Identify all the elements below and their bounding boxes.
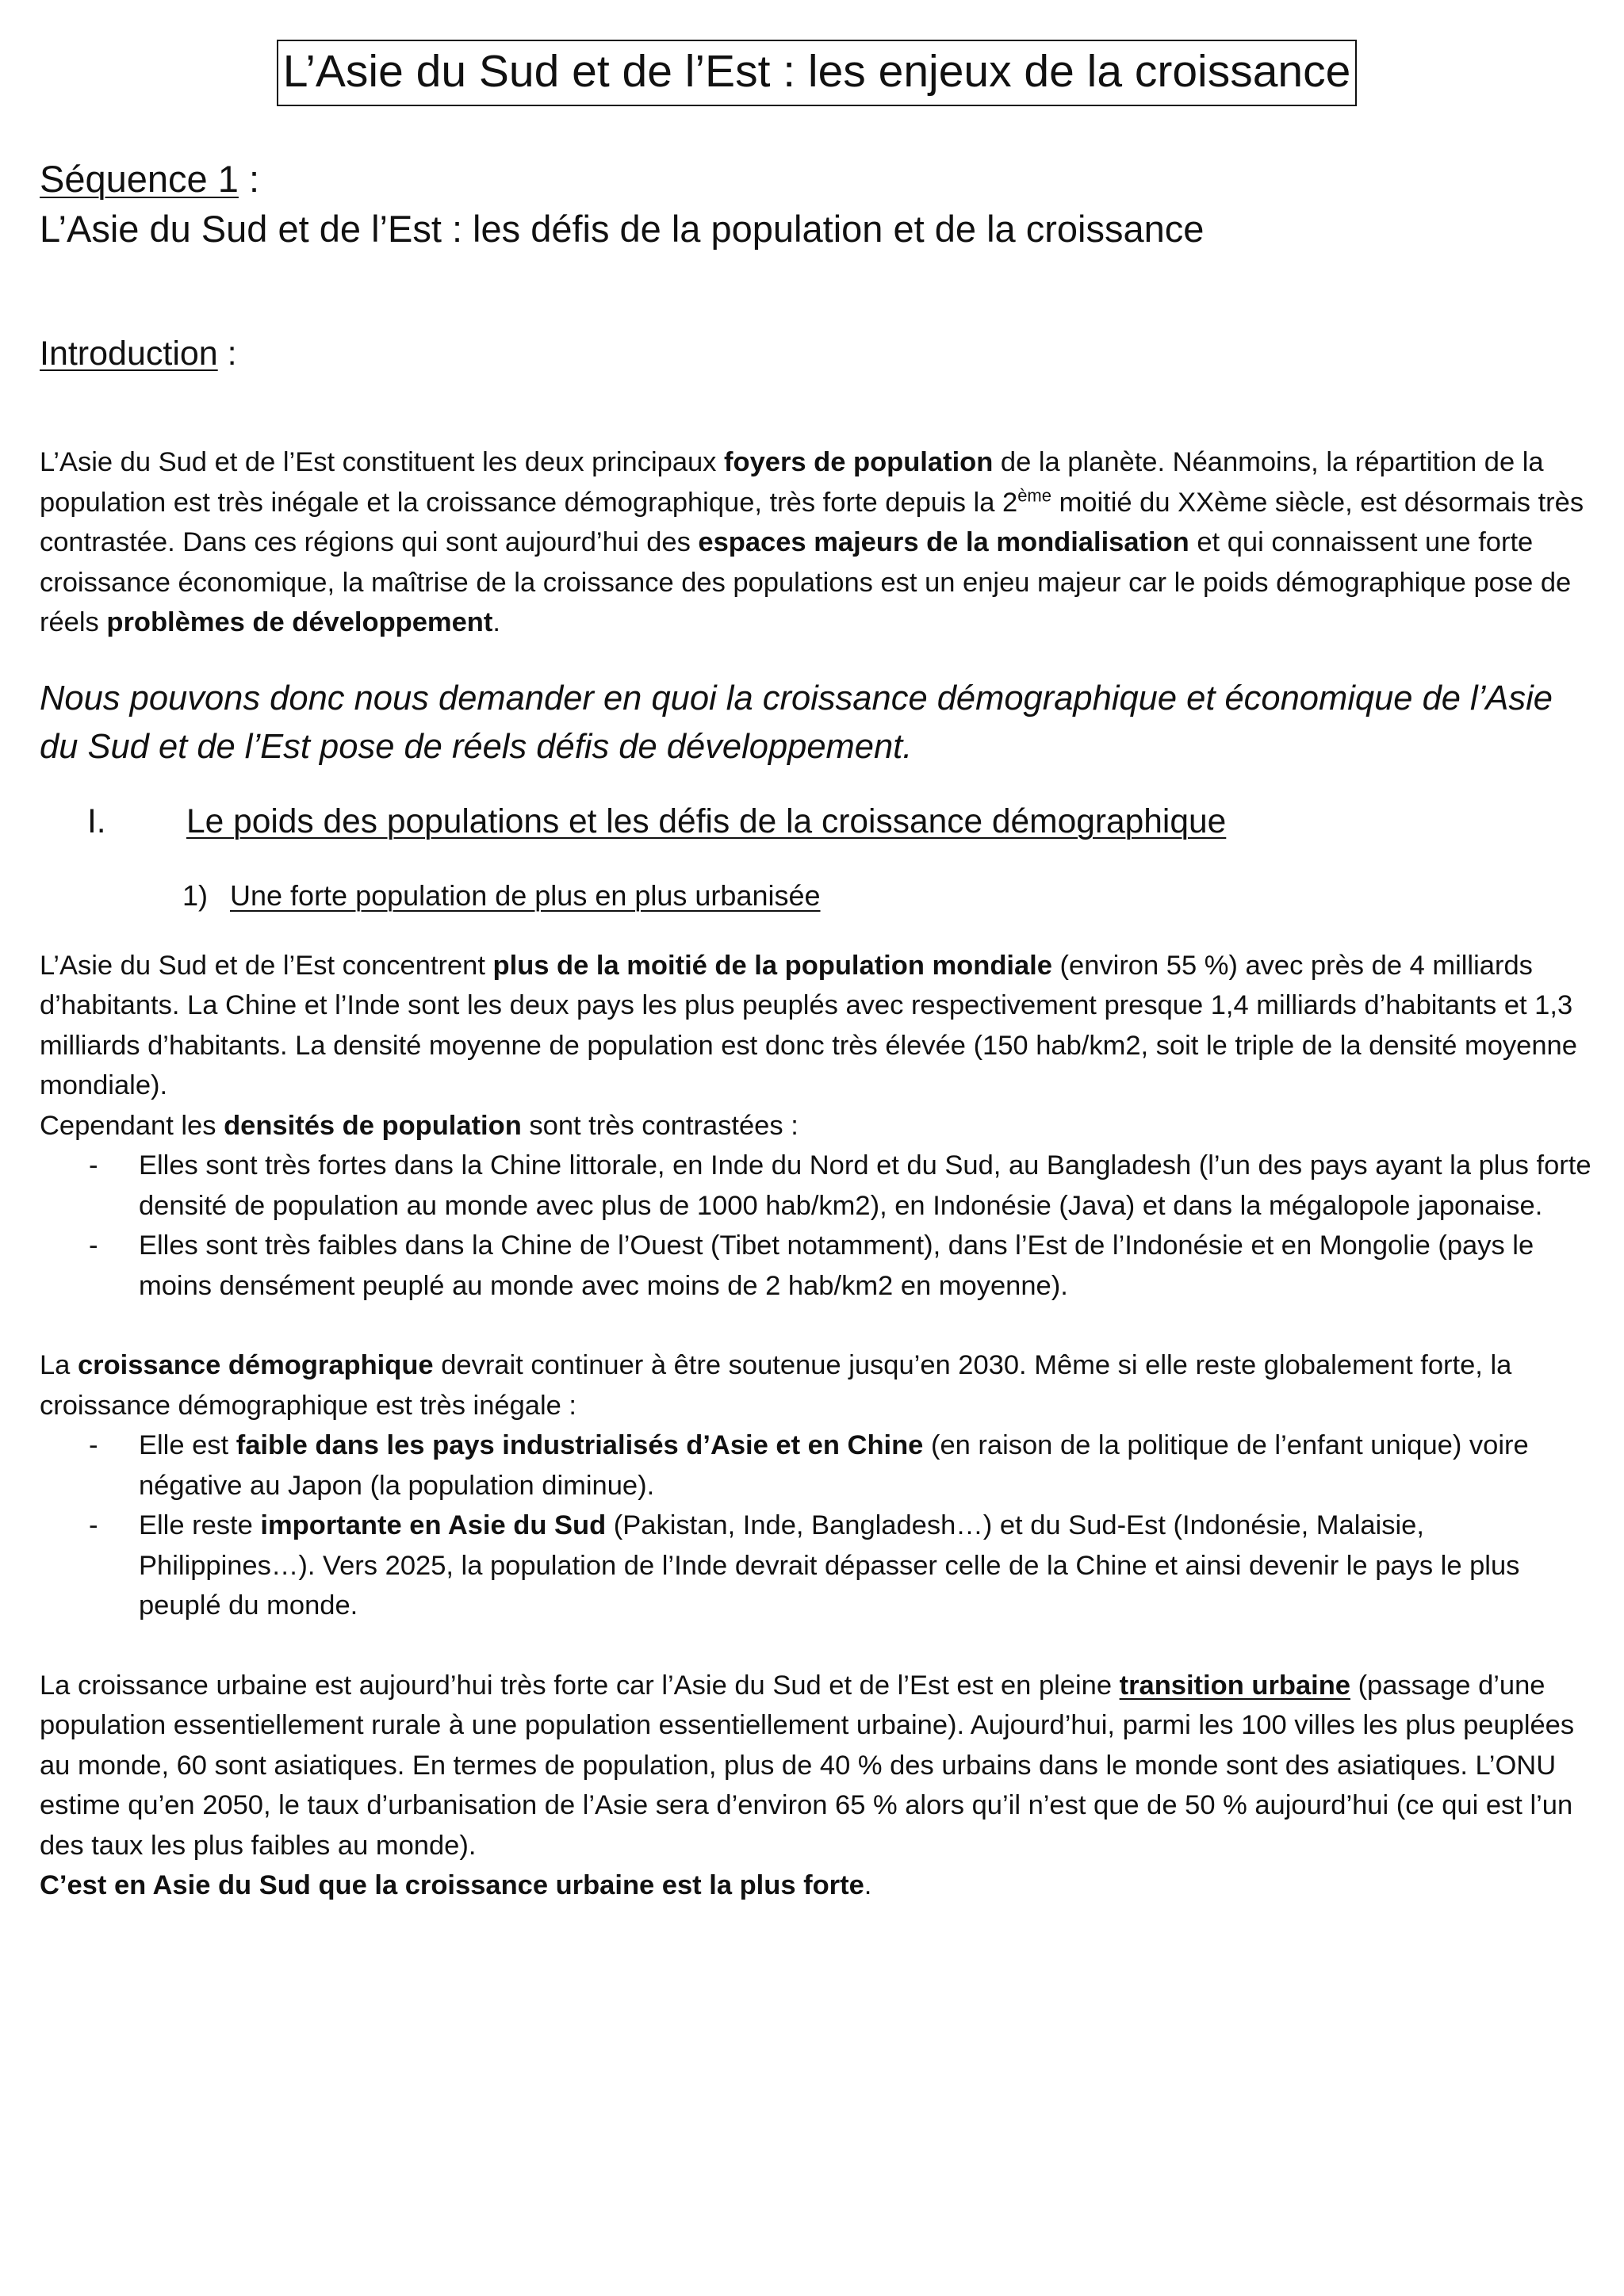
problematic-question: Nous pouvons donc nous demander en quoi la croissance démographique et économique de l’Asie du Sud et de l’Est pose de réels défis de développement. [40, 679, 1553, 766]
bold-run: problèmes de développement [106, 607, 493, 637]
text-run: Elle reste [139, 1510, 261, 1540]
bold-run: importante en Asie du Sud [260, 1510, 607, 1540]
bullet-dash: - [89, 1510, 98, 1540]
growth-bullet-list [40, 1425, 1594, 1626]
paragraph-urban-growth [40, 1666, 1594, 1866]
bold-run: foyers de population [724, 447, 994, 477]
introduction-paragraph [40, 442, 1594, 643]
bold-run: croissance démographique [77, 1350, 434, 1380]
introduction-suffix: : [217, 335, 237, 373]
text-run: Cependant les [40, 1110, 224, 1141]
sequence-label: Séquence 1 [40, 158, 239, 200]
text-run: L’Asie du Sud et de l’Est concentrent [40, 950, 493, 981]
text-run: (passage d’une population essentiellement rurale à une population essentiellement urbaine). Aujourd’hui, parmi les 100 villes les plus peuplées au monde, 60 sont asiatiques. En termes de population, plus de 40 % des urbains dans le monde sont des asiatiques. L’ONU estime qu’en 2050, le taux d’urbanisation de l’Asie sera d’environ 65 % alors qu’il n’est que de 50 % aujourd’hui (ce qui est l’un des taux les plus faibles au monde). [40, 1670, 1575, 1861]
superscript-run: ème [1017, 485, 1051, 505]
sequence-block [40, 154, 1594, 254]
list-item-text: Elles sont très faibles dans la Chine de l’Ouest (Tibet notamment), dans l’Est de l’Indonésie et en Mongolie (pays le moins densément peuplé au monde avec moins de 2 hab/km2 en moyenne). [139, 1230, 1534, 1301]
introduction-heading [40, 331, 1594, 376]
text-run: et qui connaissent une forte croissance économique, la maîtrise de la croissance des populations est un enjeu majeur car le poids démographique pose de réels [40, 527, 1572, 637]
document-title: L’Asie du Sud et de l’Est : les enjeux de la croissance [277, 40, 1358, 106]
subsection-number: 1) [182, 878, 209, 912]
spacer [40, 1306, 1594, 1345]
bullet-dash: - [89, 1230, 98, 1261]
text-run: La [40, 1350, 78, 1380]
spacer [40, 1626, 1594, 1666]
text-run: sont très contrastées : [521, 1110, 799, 1141]
text-run: moitié du XXème siècle, est désormais très contrastée. Dans ces régions qui sont aujourd’hui des [40, 487, 1584, 557]
sequence-label-suffix: : [238, 158, 260, 200]
bold-run: faible dans les pays industrialisés d’Asie et en Chine [236, 1430, 924, 1460]
bold-run: C’est en Asie du Sud que la croissance urbaine est la plus forte [40, 1870, 864, 1900]
text-run: (environ 55 %) avec près de 4 milliards d’habitants. La Chine et l’Inde sont les deux pays les plus peuplés avec respectivement presque 1,4 milliards d’habitants et 1,3 milliards d’habitants. La densité moyenne de population est donc très élevée (150 hab/km2, soit le triple de la densité moyenne mondiale). [40, 950, 1577, 1100]
text-run: Elle est [139, 1430, 236, 1460]
text-run: de la planète. Néanmoins, la répartition de la population est très inégale et la croissance démographique, très forte depuis la 2 [40, 447, 1544, 518]
text-run: La croissance urbaine est aujourd’hui très forte car l’Asie du Sud et de l’Est est en pleine [40, 1670, 1120, 1701]
density-bullet-list [40, 1146, 1594, 1306]
bullet-dash: - [89, 1430, 98, 1460]
bold-underlined-run: transition urbaine [1119, 1670, 1350, 1701]
list-item [40, 1226, 1594, 1306]
sequence-heading [40, 154, 1594, 204]
text-run: (Pakistan, Inde, Bangladesh…) et du Sud-Est (Indonésie, Malaisie, Philippines…). Vers 2025, la population de l’Inde devrait dépasser celle de la Chine et ainsi devenir le pays le plus peuplé du monde. [139, 1510, 1520, 1621]
document-page [40, 0, 1594, 1906]
list-item [40, 1146, 1594, 1226]
bullet-dash: - [89, 1150, 98, 1181]
text-run: L’Asie du Sud et de l’Est constituent les deux principaux [40, 447, 725, 477]
list-item [40, 1506, 1594, 1626]
bold-run: espaces majeurs de la mondialisation [698, 527, 1189, 557]
text-run: . [864, 1870, 872, 1900]
list-item-text [139, 1425, 1594, 1506]
paragraph-population [40, 946, 1594, 1106]
text-run: . [492, 607, 500, 637]
subsection-1-heading [40, 876, 1594, 916]
section-number: I. [87, 802, 106, 840]
subsection-title: Une forte population de plus en plus urbanisée [230, 878, 821, 912]
text-run: (en raison de la politique de l’enfant unique) voire négative au Japon (la population diminue). [139, 1430, 1529, 1501]
list-item-text [139, 1506, 1594, 1626]
title-wrap [40, 40, 1594, 106]
bold-run: densités de population [224, 1110, 522, 1141]
paragraph-growth [40, 1345, 1594, 1425]
sequence-subtitle: L’Asie du Sud et de l’Est : les défis de la population et de la croissance [40, 208, 1205, 250]
section-1-heading [40, 798, 1594, 846]
list-item [40, 1425, 1594, 1506]
bold-run: plus de la moitié de la population mondiale [492, 950, 1052, 981]
paragraph-densities [40, 1106, 1594, 1146]
paragraph-conclusion [40, 1866, 1594, 1906]
list-item-text: Elles sont très fortes dans la Chine littorale, en Inde du Nord et du Sud, au Bangladesh (l’un des pays ayant la plus forte densité de population au monde avec plus de 1000 hab/km2), en Indonésie (Java) et dans la mégalopole japonaise. [139, 1150, 1591, 1221]
section-title: Le poids des populations et les défis de la croissance démographique [186, 802, 1227, 840]
introduction-label: Introduction [40, 335, 218, 373]
text-run: devrait continuer à être soutenue jusqu’en 2030. Même si elle reste globalement forte, la croissance démographique est très inégale : [40, 1350, 1512, 1421]
